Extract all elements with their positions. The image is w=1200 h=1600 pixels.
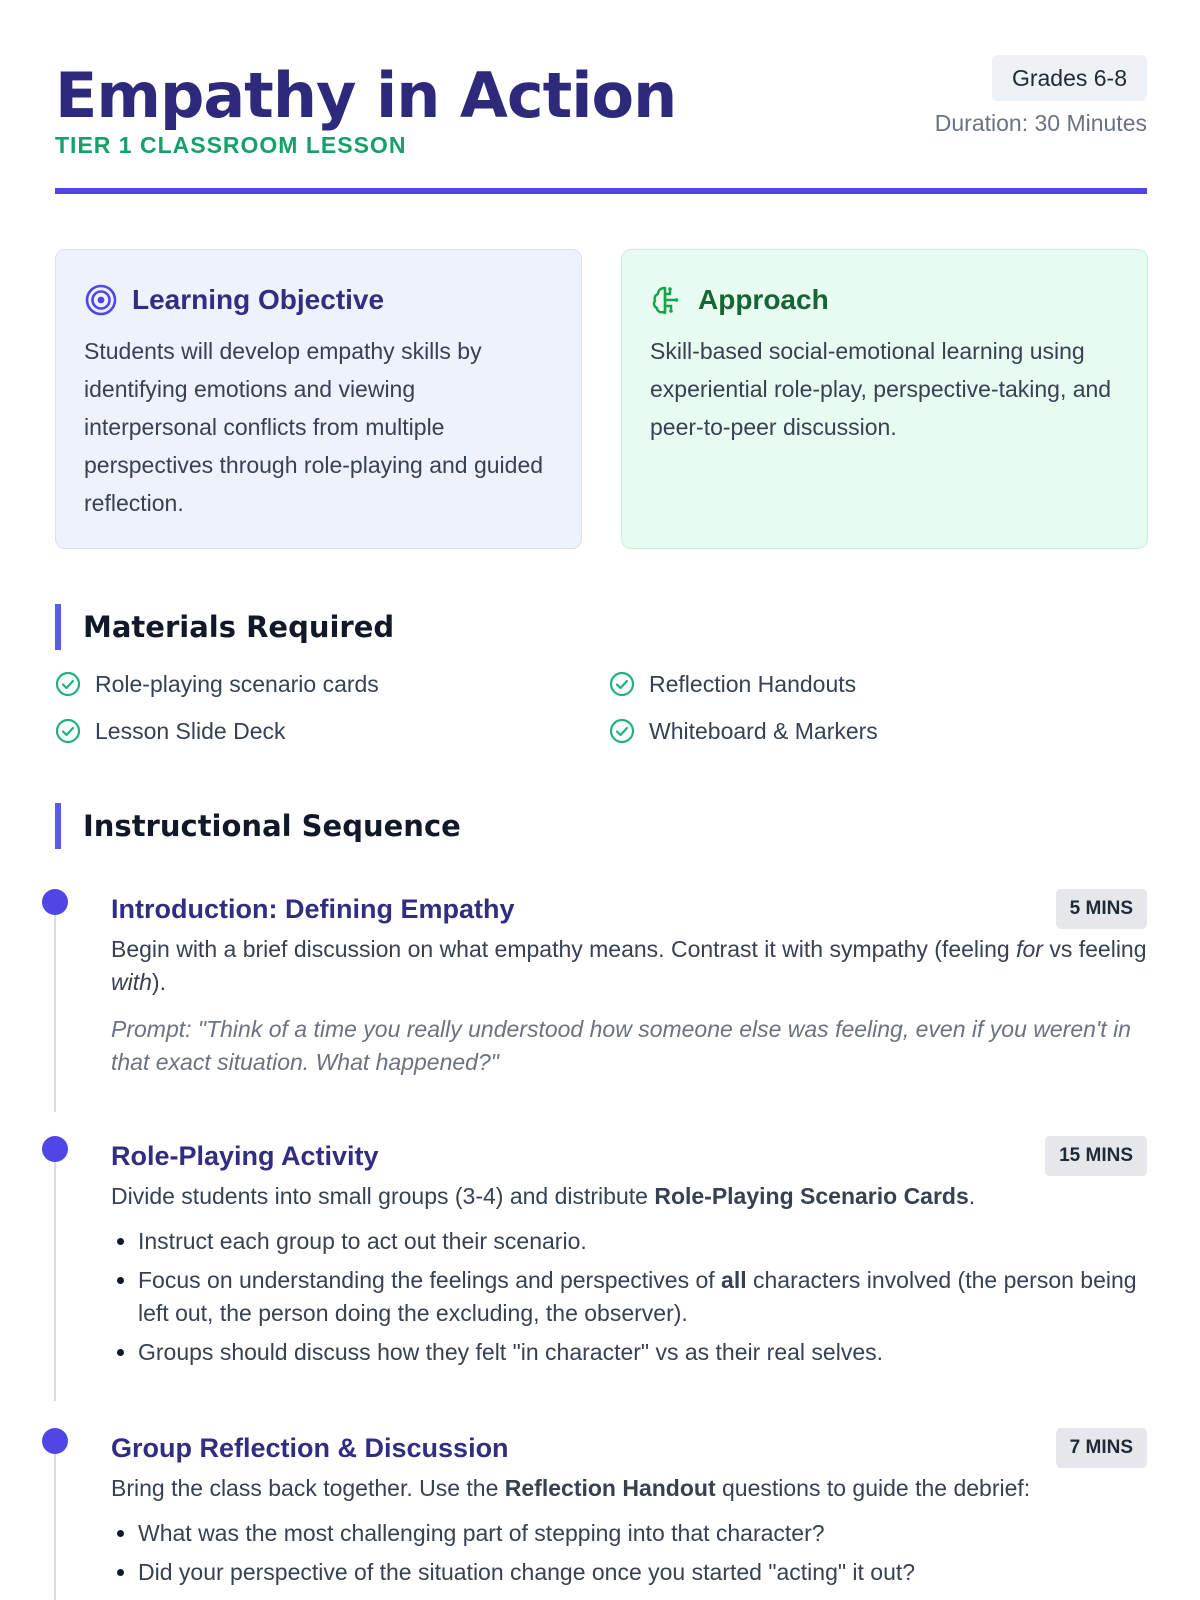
check-circle-icon xyxy=(55,718,81,744)
timeline-dot xyxy=(42,889,68,915)
timeline-line xyxy=(54,1152,56,1401)
step-title: Introduction: Defining Empathy xyxy=(111,894,515,924)
learning-objective-card xyxy=(55,249,582,549)
bold-text: Reflection Handout xyxy=(504,1475,716,1501)
step-bullets xyxy=(111,1517,1147,1589)
timeline-dot xyxy=(42,1428,68,1454)
discussion-prompt: Prompt: "Think of a time you really understood how someone else was feeling, even if you weren't in that exact situation. What happened?" xyxy=(111,1016,1131,1075)
approach-text: Skill-based social-emotional learning using experiential role-play, perspective-taking, and peer-to-peer discussion. xyxy=(650,338,1112,440)
step-title: Group Reflection & Discussion xyxy=(111,1433,509,1463)
brain-icon xyxy=(650,283,684,317)
page-subtitle: TIER 1 CLASSROOM LESSON xyxy=(55,132,407,158)
text-run: . xyxy=(968,1183,976,1209)
step-description xyxy=(111,1472,1147,1505)
text-run: characters involved (the person being left out, the person doing the excluding, the observer). xyxy=(138,1267,1137,1326)
timeline-line xyxy=(54,905,56,1112)
step-bullets xyxy=(111,1225,1147,1369)
timeline-dot xyxy=(42,1136,68,1162)
list-item xyxy=(55,664,379,704)
list-item: • Did your perspective of the situation change once you started "acting" it out? xyxy=(138,1556,1147,1589)
duration-badge: 15 MINS xyxy=(1045,1136,1147,1176)
approach-header xyxy=(650,278,1119,322)
list-item xyxy=(609,664,856,704)
material-label: Whiteboard & Markers xyxy=(649,717,878,744)
text-run: Bring the class back together. Use the xyxy=(111,1475,505,1501)
duration-badge: 7 MINS xyxy=(1056,1428,1147,1468)
text-run: questions to guide the debrief: xyxy=(715,1475,1031,1501)
material-label: Lesson Slide Deck xyxy=(95,717,286,744)
list-item xyxy=(609,711,878,751)
emphasis-text: with xyxy=(111,969,152,995)
emphasis-text: for xyxy=(1016,936,1043,962)
bold-text: Role-Playing Scenario Cards xyxy=(654,1183,969,1209)
list-item: • Instruct each group to act out their scenario. xyxy=(138,1225,1147,1258)
approach-card xyxy=(621,249,1148,549)
grade-badge: Grades 6-8 xyxy=(992,55,1147,101)
sequence-step-introduction xyxy=(40,889,1147,1099)
target-icon xyxy=(84,283,118,317)
list-item xyxy=(138,1264,1147,1330)
learning-objective-header xyxy=(84,278,553,322)
text-run: Focus on understanding the feelings and perspectives of xyxy=(138,1267,722,1293)
duration-badge: 5 MINS xyxy=(1056,889,1147,929)
step-content xyxy=(111,889,1147,1079)
duration-label: Duration: 30 Minutes xyxy=(934,110,1147,136)
step-description xyxy=(111,1180,1147,1213)
material-label: Reflection Handouts xyxy=(649,670,857,697)
text-run: ). xyxy=(151,969,166,995)
text-run: Divide students into small groups (3-4) and distribute xyxy=(111,1183,655,1209)
text-run: Begin with a brief discussion on what empathy means. Contrast it with sympathy (feeling xyxy=(111,936,1017,962)
header-divider xyxy=(55,188,1147,194)
step-title: Role-Playing Activity xyxy=(111,1141,379,1171)
check-circle-icon xyxy=(609,671,635,697)
page-title: Empathy in Action xyxy=(55,59,677,132)
learning-objective-text: Students will develop empathy skills by identifying emotions and viewing interpersonal conflicts from multiple perspectives through role-playing and guided reflection. xyxy=(84,338,544,516)
sequence-step-role-play xyxy=(40,1136,1147,1386)
step-content xyxy=(111,1136,1147,1375)
list-item xyxy=(55,711,286,751)
materials-list xyxy=(55,664,1147,764)
check-circle-icon xyxy=(55,671,81,697)
learning-objective-title: Learning Objective xyxy=(132,284,385,315)
materials-heading: Materials Required xyxy=(55,604,394,650)
check-circle-icon xyxy=(609,718,635,744)
sequence-heading: Instructional Sequence xyxy=(55,803,461,849)
material-label: Role-playing scenario cards xyxy=(95,670,379,697)
list-item: • Groups should discuss how they felt "in character" vs as their real selves. xyxy=(138,1336,1147,1369)
list-item: • What was the most challenging part of stepping into that character? xyxy=(138,1517,1147,1550)
approach-title: Approach xyxy=(698,284,829,315)
timeline-line xyxy=(54,1444,56,1600)
step-content xyxy=(111,1428,1147,1595)
lesson-header xyxy=(55,50,1147,196)
step-description xyxy=(111,933,1147,999)
bold-text: all xyxy=(721,1267,747,1293)
sequence-step-reflection xyxy=(40,1428,1147,1600)
text-run: vs feeling xyxy=(1042,936,1147,962)
